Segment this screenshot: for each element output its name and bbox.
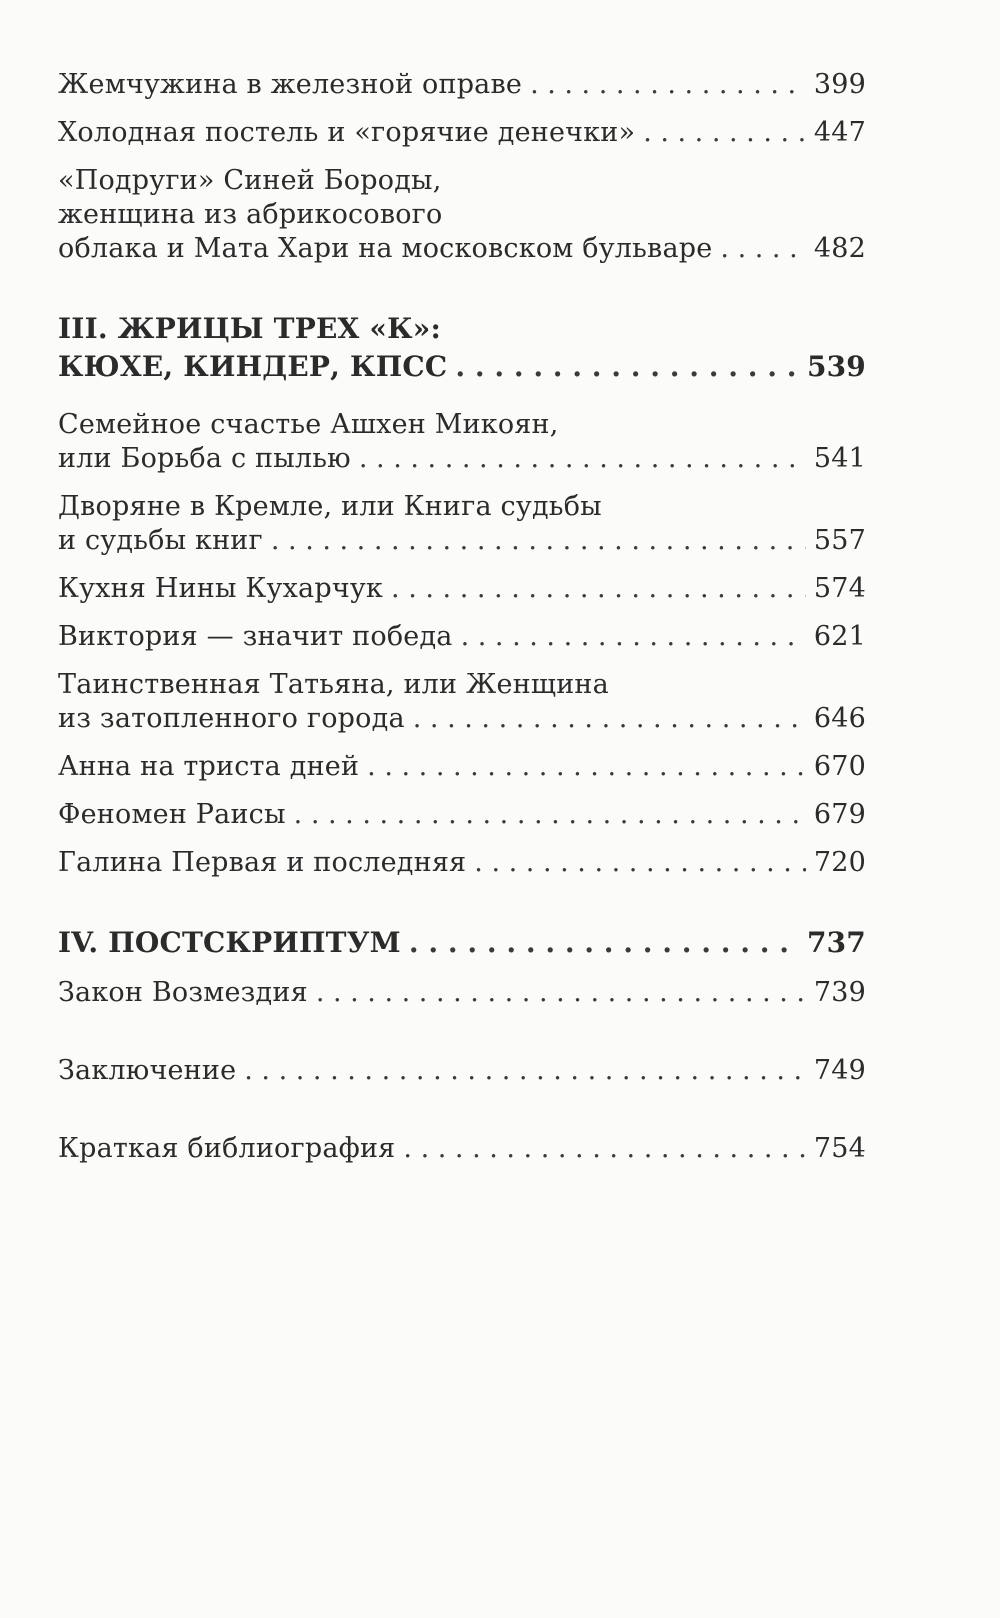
toc-entry-line: Таинственная Татьяна, или Женщина xyxy=(58,669,609,700)
toc-entry-title: Кухня Нины Кухарчук xyxy=(58,573,384,604)
toc-entry[interactable] xyxy=(58,1132,866,1166)
toc-entry[interactable] xyxy=(58,1054,866,1088)
toc-page-number: 482 xyxy=(813,233,866,264)
toc-section-heading[interactable] xyxy=(58,310,866,386)
toc-entry[interactable] xyxy=(58,620,866,654)
toc-entry-title: или Борьба с пылью xyxy=(58,443,351,474)
toc-entry-title: из затопленного города xyxy=(58,703,405,734)
toc-entry[interactable] xyxy=(58,846,866,880)
toc-entry[interactable] xyxy=(58,572,866,606)
dot-leader xyxy=(413,702,806,736)
toc-page-number: 754 xyxy=(813,1133,866,1164)
toc-page-number: 621 xyxy=(813,621,866,652)
dot-leader xyxy=(474,846,806,880)
toc-entry-title: Галина Первая и последняя xyxy=(58,847,467,878)
dot-leader xyxy=(316,976,806,1010)
dot-leader xyxy=(455,348,799,386)
toc-entry-title: Холодная постель и «горячие денечки» xyxy=(58,117,636,148)
toc-entry-title: Заключение xyxy=(58,1055,237,1086)
toc-page-number: 539 xyxy=(806,350,866,383)
toc-entry-title: и судьбы книг xyxy=(58,525,263,556)
toc-entry-title: Феномен Раисы xyxy=(58,799,286,830)
toc-page-number: 749 xyxy=(813,1055,866,1086)
toc-page-number: 720 xyxy=(813,847,866,878)
dot-leader xyxy=(643,116,806,150)
toc-entry[interactable] xyxy=(58,798,866,832)
toc-entry-title: Анна на триста дней xyxy=(58,751,360,782)
toc-entry-title: Краткая библиография xyxy=(58,1133,396,1164)
toc-page-number: 399 xyxy=(813,69,866,100)
toc-entry-line: «Подруги» Синей Бороды, xyxy=(58,165,442,196)
dot-leader xyxy=(530,68,806,102)
toc-entry[interactable] xyxy=(58,164,866,266)
toc-page-number: 574 xyxy=(813,573,866,604)
toc-entry-title: Закон Возмездия xyxy=(58,977,308,1008)
toc-entry-line: Семейное счастье Ашхен Микоян, xyxy=(58,409,559,440)
toc-entry-line: Дворяне в Кремле, или Книга судьбы xyxy=(58,491,602,522)
toc-page-number: 739 xyxy=(813,977,866,1008)
toc-page-number: 557 xyxy=(813,525,866,556)
dot-leader xyxy=(391,572,806,606)
toc-entry-title: КЮХЕ, КИНДЕР, КПСС xyxy=(58,350,448,383)
toc-entry-title: Жемчужина в железной оправе xyxy=(58,69,523,100)
toc-page-number: 646 xyxy=(813,703,866,734)
toc-entry-title: облака и Мата Хари на московском бульваре xyxy=(58,233,713,264)
toc-entry[interactable] xyxy=(58,408,866,476)
toc-entry[interactable] xyxy=(58,490,866,558)
toc-page-number: 447 xyxy=(813,117,866,148)
dot-leader xyxy=(359,442,806,476)
toc-section-heading[interactable] xyxy=(58,924,866,962)
toc-entry[interactable] xyxy=(58,668,866,736)
toc-page-number: 679 xyxy=(813,799,866,830)
toc-entry-title: Виктория — значит победа xyxy=(58,621,453,652)
toc-entry[interactable] xyxy=(58,116,866,150)
dot-leader xyxy=(271,524,806,558)
toc-entry[interactable] xyxy=(58,750,866,784)
toc-entry-line: женщина из абрикосового xyxy=(58,199,443,230)
toc-page-number: 541 xyxy=(813,443,866,474)
toc-entry[interactable] xyxy=(58,976,866,1010)
dot-leader xyxy=(403,1132,805,1166)
toc-page-number: 737 xyxy=(806,926,866,959)
toc-entry[interactable] xyxy=(58,68,866,102)
dot-leader xyxy=(367,750,806,784)
dot-leader xyxy=(720,232,805,266)
dot-leader xyxy=(244,1054,806,1088)
dot-leader xyxy=(294,798,806,832)
table-of-contents xyxy=(58,68,866,1166)
dot-leader xyxy=(461,620,806,654)
toc-page-number: 670 xyxy=(813,751,866,782)
toc-entry-line: III. ЖРИЦЫ ТРЕХ «К»: xyxy=(58,312,441,345)
toc-entry-title: IV. ПОСТСКРИПТУМ xyxy=(58,926,401,959)
dot-leader xyxy=(409,924,799,962)
